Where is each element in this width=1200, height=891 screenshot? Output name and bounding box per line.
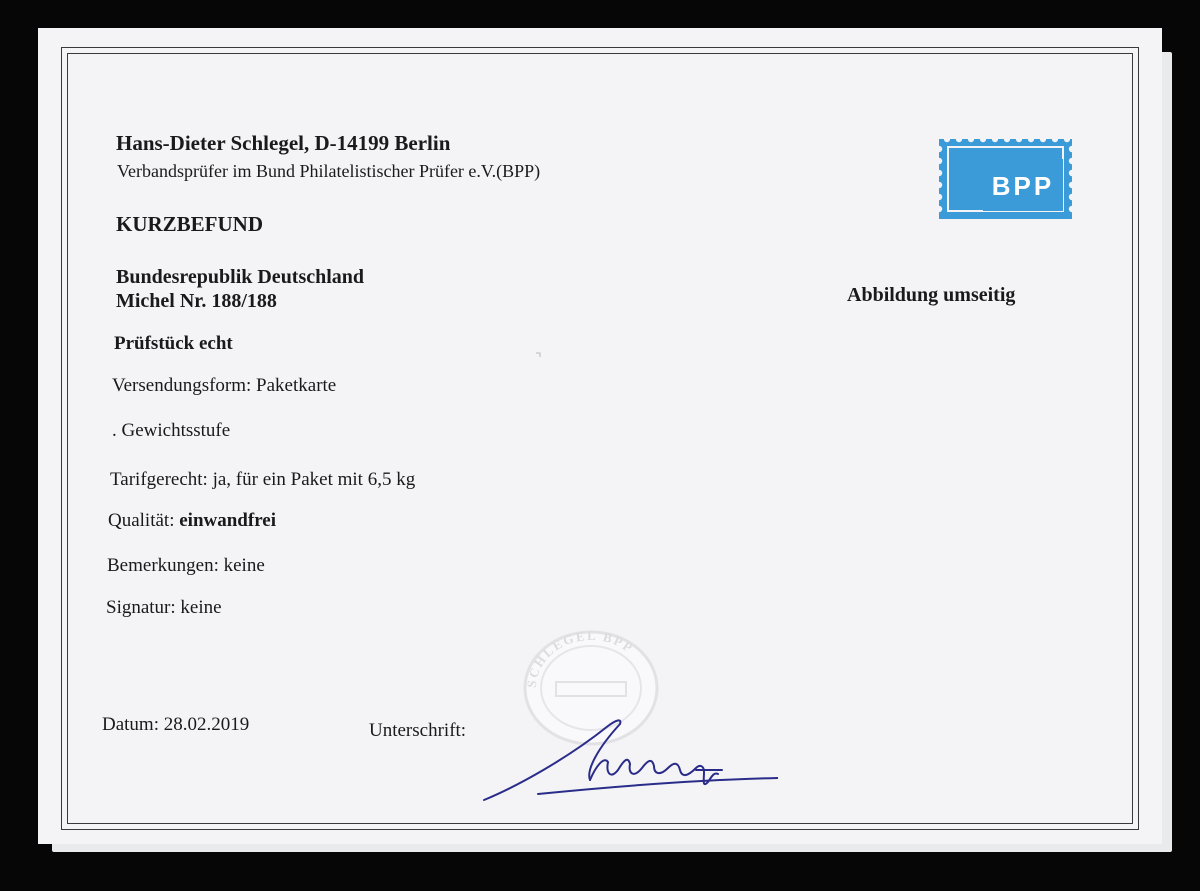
- quality-value: einwandfrei: [179, 510, 276, 531]
- bpp-logo-text: BPP: [991, 171, 1055, 201]
- bpp-logo: [939, 139, 1072, 219]
- paper-mark: [535, 352, 543, 358]
- verdict: Prüfstück echt: [114, 333, 233, 354]
- catalog-number: Michel Nr. 188/188: [116, 290, 277, 312]
- date-line: Datum: 28.02.2019: [102, 714, 250, 735]
- shipping-form: Versendungsform: Paketkarte: [112, 375, 337, 396]
- weight-level: . Gewichtsstufe: [112, 420, 231, 441]
- quality-line: [108, 510, 276, 532]
- illustration-note: Abbildung umseitig: [847, 284, 1016, 306]
- document-title: KURZBEFUND: [116, 212, 264, 236]
- signature-mark-line: Signatur: keine: [106, 597, 222, 618]
- country-line: Bundesrepublik Deutschland: [116, 266, 365, 288]
- tariff-line: Tarifgerecht: ja, für ein Paket mit 6,5 kg: [110, 469, 416, 490]
- handwritten-signature: [478, 708, 778, 808]
- examiner-name: Hans-Dieter Schlegel, D-14199 Berlin: [116, 131, 451, 155]
- seal-text: SCHLEGEL BPP: [523, 627, 637, 689]
- quality-label: Qualität:: [108, 510, 180, 531]
- signature-label: Unterschrift:: [369, 720, 467, 741]
- certificate-card: [38, 28, 1162, 844]
- remarks-line: Bemerkungen: keine: [107, 555, 265, 576]
- examiner-association: Verbandsprüfer im Bund Philatelistischer Prüfer e.V.(BPP): [117, 161, 541, 181]
